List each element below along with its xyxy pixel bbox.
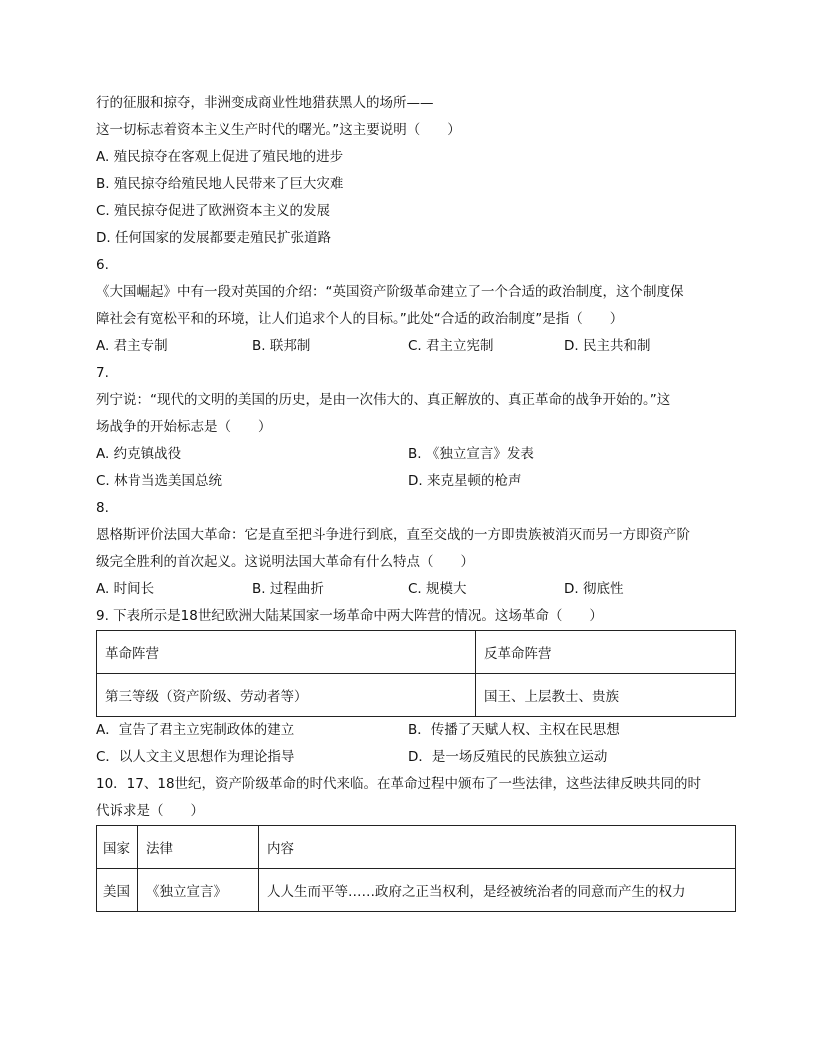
- question-7-text-line-2: 场战争的开始标志是（ ）: [96, 419, 272, 435]
- question-6: [96, 252, 736, 360]
- table-header-cell: 法律: [138, 826, 259, 869]
- question-6-text-line-1: 《大国崛起》中有一段对英国的介绍：“英国资产阶级革命建立了一个合适的政治制度，这个制度保: [96, 284, 684, 300]
- question-5-text-line-2: 这一切标志着资本主义生产时代的曙光。”这主要说明（ ）: [96, 122, 461, 138]
- question-6-option-d[interactable]: D. 民主共和制: [564, 338, 651, 354]
- question-7-option-a[interactable]: A. 约克镇战役: [96, 446, 182, 462]
- question-7-option-d[interactable]: D. 来克星顿的枪声: [408, 473, 522, 489]
- question-5-option-b[interactable]: B. 殖民掠夺给殖民地人民带来了巨大灾难: [96, 176, 344, 192]
- question-9-text: 9. 下表所示是18世纪欧洲大陆某国家一场革命中两大阵营的情况。这场革命（ ）: [96, 608, 603, 624]
- question-5-option-d[interactable]: D. 任何国家的发展都要走殖民扩张道路: [96, 230, 331, 246]
- question-10-text-line-2: 代诉求是（ ）: [96, 803, 204, 819]
- table-cell: 美国: [97, 869, 138, 912]
- table-header-cell: 国家: [97, 826, 138, 869]
- table-cell: 国王、上层教士、贵族: [476, 674, 736, 717]
- question-7-number: 7.: [96, 365, 109, 381]
- question-7: [96, 360, 736, 495]
- question-8-text-line-1: 恩格斯评价法国大革命：它是直至把斗争进行到底，直至交战的一方即贵族被消灭而另一方即资产阶: [96, 527, 690, 543]
- question-6-options: [96, 333, 736, 360]
- question-8-option-a[interactable]: A. 时间长: [96, 581, 155, 597]
- question-9-option-d[interactable]: D．是一场反殖民的民族独立运动: [408, 749, 608, 765]
- question-8-options: [96, 576, 736, 603]
- table-header-row: [97, 826, 736, 869]
- question-5-option-c[interactable]: C. 殖民掠夺促进了欧洲资本主义的发展: [96, 203, 331, 219]
- question-5: [96, 90, 736, 252]
- question-10-text-line-1: 10．17、18世纪，资产阶级革命的时代来临。在革命过程中颁布了一些法律，这些法律反映共同的时: [96, 776, 702, 792]
- table-row: [97, 869, 736, 912]
- question-9-option-b[interactable]: B．传播了天赋人权、主权在民思想: [408, 722, 620, 738]
- table-cell: 人人生而平等……政府之正当权利，是经被统治者的同意而产生的权力: [259, 869, 736, 912]
- question-9-table: [96, 630, 736, 717]
- question-7-option-b[interactable]: B. 《独立宣言》发表: [408, 446, 534, 462]
- question-6-option-b[interactable]: B. 联邦制: [252, 338, 311, 354]
- table-header-cell: 内容: [259, 826, 736, 869]
- question-9-option-c[interactable]: C．以人文主义思想作为理论指导: [96, 749, 295, 765]
- table-header-row: [97, 631, 736, 674]
- question-10-table: [96, 825, 736, 912]
- question-6-number: 6.: [96, 257, 109, 273]
- question-8-text-line-2: 级完全胜利的首次起义。这说明法国大革命有什么特点（ ）: [96, 554, 474, 570]
- question-7-option-c[interactable]: C. 林肯当选美国总统: [96, 473, 223, 489]
- question-9: [96, 603, 736, 771]
- question-10: [96, 771, 736, 912]
- question-5-text-line-1: 行的征服和掠夺，非洲变成商业性地猎获黑人的场所——: [96, 95, 434, 111]
- table-row: [97, 674, 736, 717]
- question-8-option-b[interactable]: B. 过程曲折: [252, 581, 324, 597]
- question-7-text-line-1: 列宁说：“现代的文明的美国的历史，是由一次伟大的、真正解放的、真正革命的战争开始的。”这: [96, 392, 671, 408]
- question-6-option-a[interactable]: A. 君主专制: [96, 338, 168, 354]
- table-cell: 《独立宣言》: [138, 869, 259, 912]
- question-9-option-a[interactable]: A．宣告了君主立宪制政体的建立: [96, 722, 295, 738]
- question-8-number: 8.: [96, 500, 109, 516]
- question-5-option-a[interactable]: A. 殖民掠夺在客观上促进了殖民地的进步: [96, 149, 344, 165]
- question-8: [96, 495, 736, 603]
- question-9-options-row-2: [96, 744, 736, 771]
- table-header-cell: 革命阵营: [97, 631, 476, 674]
- exam-page: [96, 90, 736, 912]
- question-8-option-d[interactable]: D. 彻底性: [564, 581, 624, 597]
- question-6-option-c[interactable]: C. 君主立宪制: [408, 338, 494, 354]
- question-8-option-c[interactable]: C. 规模大: [408, 581, 467, 597]
- question-7-options-row-1: [96, 441, 736, 468]
- question-6-text-line-2: 障社会有宽松平和的环境，让人们追求个人的目标。”此处“合适的政治制度”是指（ ）: [96, 311, 624, 327]
- table-header-cell: 反革命阵营: [476, 631, 736, 674]
- table-cell: 第三等级（资产阶级、劳动者等）: [97, 674, 476, 717]
- question-7-options-row-2: [96, 468, 736, 495]
- question-9-options-row-1: [96, 717, 736, 744]
